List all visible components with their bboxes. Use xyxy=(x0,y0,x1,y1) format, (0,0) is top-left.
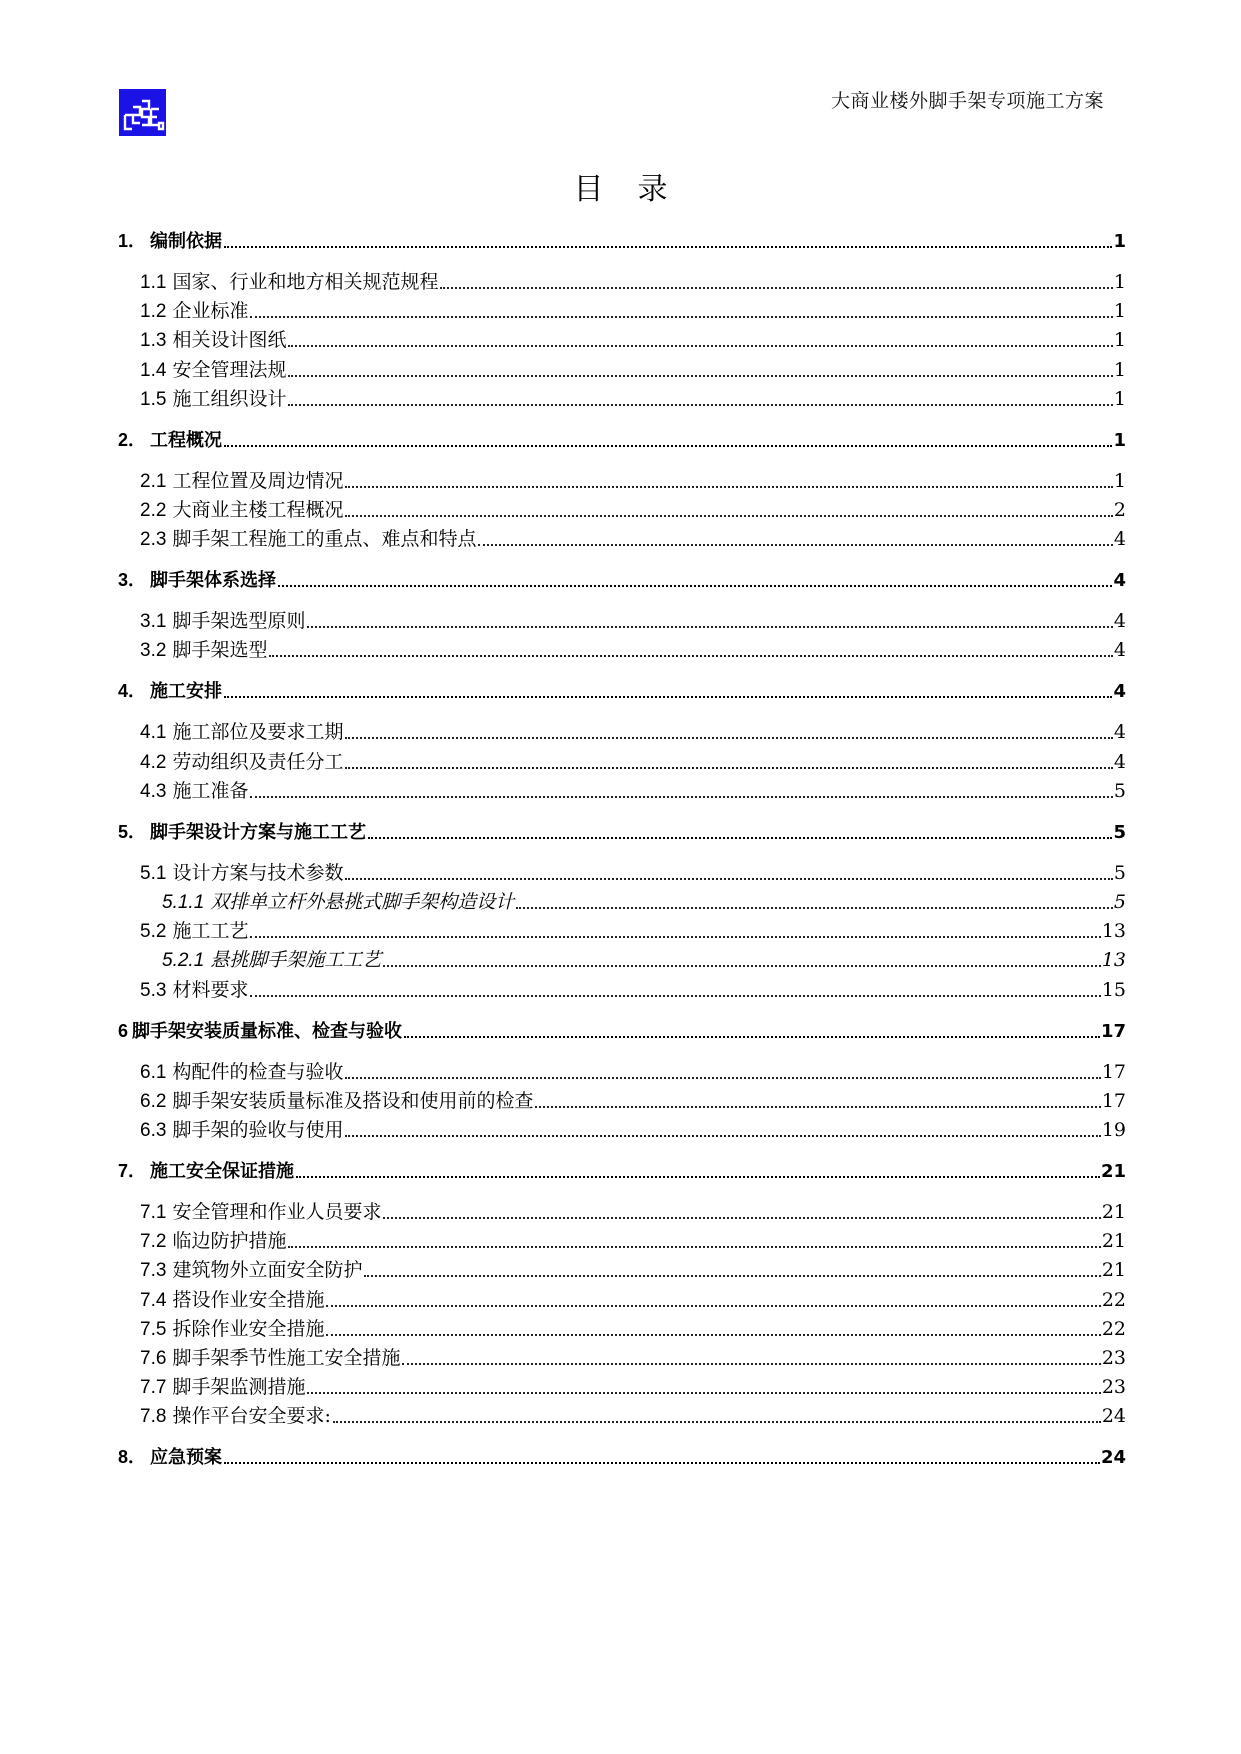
toc-entry-title xyxy=(118,1448,224,1467)
toc-entry-title xyxy=(140,1121,345,1140)
toc-page-number: 4 xyxy=(1113,750,1126,773)
toc-entry-title xyxy=(118,571,278,590)
toc-entry-number: 7． xyxy=(118,1161,147,1181)
toc-entry-label: 脚手架安装质量标准、检查与验收 xyxy=(132,1020,403,1042)
toc-entry-number: 7.1 xyxy=(140,1202,167,1223)
toc-leader-dots xyxy=(333,1407,1101,1426)
toc-entry-label: 施工准备 xyxy=(166,779,249,802)
toc-leader-dots xyxy=(250,782,1112,801)
toc-entry[interactable] xyxy=(118,750,1126,773)
toc-entry-title xyxy=(140,922,250,941)
toc-entry-label: 应急预案 xyxy=(150,1447,223,1469)
toc-entry-number: 1.2 xyxy=(140,301,167,323)
toc-entry-number: 2.3 xyxy=(140,529,167,551)
toc-entry-number: 7.3 xyxy=(140,1260,167,1282)
toc-entry[interactable] xyxy=(118,1317,1126,1340)
toc-entry-label: 脚手架的验收与使用 xyxy=(166,1119,344,1141)
toc-page-number: 24 xyxy=(1101,1405,1126,1428)
toc-leader-dots xyxy=(345,472,1112,491)
toc-entry-title xyxy=(140,358,288,381)
toc-entry-title xyxy=(162,951,383,970)
toc-entry[interactable] xyxy=(118,1448,1126,1467)
toc-entry[interactable] xyxy=(118,861,1126,884)
toc-entry[interactable] xyxy=(118,232,1126,251)
toc-page-number: 4 xyxy=(1113,610,1126,633)
toc-entry-title xyxy=(140,387,288,410)
toc-leader-dots xyxy=(288,331,1112,350)
toc-entry-label: 脚手架监测措施 xyxy=(166,1376,306,1399)
toc-entry-title xyxy=(140,750,345,773)
toc-entry-label: 施工安全保证措施 xyxy=(150,1161,295,1182)
toc-entry-title xyxy=(140,273,440,292)
toc-entry-title xyxy=(140,1349,402,1368)
toc-page-number: 4 xyxy=(1113,721,1126,744)
toc-leader-dots xyxy=(478,530,1112,549)
toc-page-number: 4 xyxy=(1113,528,1126,551)
toc-leader-dots xyxy=(224,431,1112,450)
toc-entry-title xyxy=(140,530,478,549)
toc-entry[interactable] xyxy=(118,922,1126,941)
toc-entry-label: 相关设计图纸 xyxy=(166,329,287,352)
toc-entry-title xyxy=(140,1060,345,1083)
toc-entry-label: 安全管理法规 xyxy=(166,358,287,381)
toc-entry[interactable] xyxy=(118,1089,1126,1112)
toc-leader-dots xyxy=(345,723,1112,742)
cscec-logo-icon xyxy=(119,89,166,136)
toc-leader-dots xyxy=(326,1291,1100,1310)
toc-leader-dots xyxy=(224,232,1112,251)
toc-entry-number: 7.8 xyxy=(140,1406,167,1428)
document-header-title: 大商业楼外脚手架专项施工方案 xyxy=(830,90,1104,112)
toc-leader-dots xyxy=(516,893,1113,912)
toc-entry-label: 操作平台安全要求: xyxy=(166,1405,331,1428)
toc-entry-label: 编制依据 xyxy=(150,231,223,252)
toc-page-number: 1 xyxy=(1113,429,1126,451)
toc-page-number: 1 xyxy=(1113,387,1126,410)
toc-entry-label: 脚手架工程施工的重点、难点和特点 xyxy=(166,528,477,551)
toc-page-number: 1 xyxy=(1113,231,1126,252)
toc-page-number: 1 xyxy=(1113,469,1126,492)
toc-entry-label: 建筑物外立面安全防护 xyxy=(166,1259,363,1282)
toc-entry[interactable] xyxy=(118,1261,1126,1280)
toc-page-number: 5 xyxy=(1113,891,1126,913)
toc-entry-label: 国家、行业和地方相关规范规程 xyxy=(166,271,439,293)
toc-entry-title xyxy=(140,1288,326,1311)
toc-entry[interactable] xyxy=(118,951,1126,970)
toc-leader-dots xyxy=(440,273,1112,292)
toc-entry-label: 工程概况 xyxy=(150,429,223,451)
toc-entry[interactable] xyxy=(118,1232,1126,1251)
toc-page-number: 2 xyxy=(1113,499,1126,521)
toc-entry-title xyxy=(140,331,288,350)
toc-leader-dots xyxy=(250,302,1112,321)
toc-entry-number: 6 xyxy=(118,1020,129,1041)
toc-entry-title xyxy=(118,823,368,842)
toc-entry-label: 临边防护措施 xyxy=(166,1230,287,1253)
toc-page-number: 13 xyxy=(1101,949,1126,972)
toc-entry-number: 4.1 xyxy=(140,722,167,744)
toc-page-number: 1 xyxy=(1113,300,1126,323)
toc-entry-number: 1.3 xyxy=(140,330,167,352)
toc-entry-number: 1.4 xyxy=(140,359,167,381)
toc-entry[interactable] xyxy=(118,641,1126,660)
toc-entry-label: 构配件的检查与验收 xyxy=(166,1060,344,1083)
toc-entry-title xyxy=(140,779,250,802)
toc-entry[interactable] xyxy=(118,302,1126,321)
toc-entry-number: 6.1 xyxy=(140,1061,167,1083)
toc-entry-label: 施工安排 xyxy=(150,681,223,703)
toc-entry[interactable] xyxy=(118,358,1126,381)
toc-entry[interactable] xyxy=(118,1060,1126,1083)
toc-entry[interactable] xyxy=(118,1349,1126,1368)
toc-page-number: 21 xyxy=(1100,1161,1126,1182)
toc-entry-title xyxy=(140,1261,364,1280)
toc-leader-dots xyxy=(383,1203,1100,1222)
toc-page-number: 17 xyxy=(1101,1060,1126,1083)
toc-entry-number: 4.3 xyxy=(140,780,167,802)
toc-leader-dots xyxy=(345,864,1112,883)
toc-entry[interactable] xyxy=(118,612,1126,631)
toc-entry[interactable] xyxy=(118,331,1126,350)
toc-entry[interactable] xyxy=(118,823,1126,842)
toc-page-number: 5 xyxy=(1113,861,1126,884)
toc-entry-label: 脚手架季节性施工安全措施 xyxy=(166,1347,401,1369)
toc-entry[interactable] xyxy=(118,1203,1126,1222)
toc-entry-label: 拆除作业安全措施 xyxy=(166,1317,325,1340)
toc-entry-label: 材料要求 xyxy=(166,978,249,1001)
toc-leader-dots xyxy=(345,753,1112,772)
toc-leader-dots xyxy=(364,1261,1100,1280)
toc-entry[interactable] xyxy=(118,978,1126,1001)
toc-entry-number: 7.2 xyxy=(140,1231,167,1253)
toc-entry[interactable] xyxy=(118,387,1126,410)
toc-entry-title xyxy=(140,861,345,884)
toc-leader-dots xyxy=(307,1378,1100,1397)
toc-entry-label: 施工工艺 xyxy=(166,920,249,943)
toc-entry-label: 安全管理和作业人员要求 xyxy=(166,1201,382,1223)
toc-entry-number: 1.1 xyxy=(140,272,167,293)
toc-entry-label: 企业标准 xyxy=(166,300,249,323)
toc-page-number: 4 xyxy=(1113,639,1126,662)
toc-entry-title xyxy=(118,1162,296,1181)
toc-entry-title xyxy=(140,501,345,520)
toc-page-number: 17 xyxy=(1100,1020,1126,1042)
toc-page-number: 21 xyxy=(1101,1230,1126,1253)
toc-entry-title xyxy=(140,723,345,742)
toc-entry[interactable] xyxy=(118,530,1126,549)
toc-entry[interactable] xyxy=(118,1162,1126,1181)
toc-entry-number: 7.7 xyxy=(140,1377,167,1399)
toc-entry-title xyxy=(140,978,250,1001)
toc-entry-number: 6.2 xyxy=(140,1090,167,1112)
toc-entry[interactable] xyxy=(118,469,1126,492)
toc-page-number: 13 xyxy=(1101,920,1126,943)
toc-entry-number: 4.2 xyxy=(140,751,167,773)
toc-entry-label: 施工部位及要求工期 xyxy=(166,721,344,744)
toc-entry[interactable] xyxy=(118,571,1126,590)
toc-leader-dots xyxy=(288,1232,1100,1251)
toc-entry-label: 脚手架选型原则 xyxy=(166,610,306,633)
toc-entry-number: 7.4 xyxy=(140,1289,167,1311)
toc-entry-label: 脚手架安装质量标准及搭设和使用前的检查 xyxy=(166,1089,534,1112)
toc-entry-number: 3.1 xyxy=(140,611,167,633)
toc-entry-number: 1． xyxy=(118,231,147,251)
toc-entry-title xyxy=(140,641,269,660)
toc-leader-dots xyxy=(535,1092,1100,1111)
toc-entry-label: 双排单立杆外悬挑式脚手架构造设计 xyxy=(204,891,515,913)
toc-entry-number: 3． xyxy=(118,570,147,591)
toc-entry-title xyxy=(140,1203,383,1222)
toc-entry-title xyxy=(162,893,516,912)
toc-page-number: 24 xyxy=(1100,1447,1126,1469)
toc-entry-number: 5． xyxy=(118,821,147,842)
toc-entry-title xyxy=(118,232,224,251)
toc-entry-label: 大商业主楼工程概况 xyxy=(166,499,344,521)
toc-leader-dots xyxy=(224,682,1112,701)
toc-entry-title xyxy=(140,1378,307,1397)
toc-page-number: 5 xyxy=(1113,821,1126,843)
toc-entry[interactable] xyxy=(118,779,1126,802)
toc-entry-label: 悬挑脚手架施工工艺 xyxy=(204,949,382,972)
toc-entry[interactable] xyxy=(118,1022,1126,1041)
toc-page-number: 23 xyxy=(1101,1376,1126,1399)
toc-leader-dots xyxy=(368,823,1112,842)
toc-entry[interactable] xyxy=(118,1121,1126,1140)
toc-entry-label: 设计方案与技术参数 xyxy=(166,861,344,884)
toc-entry-title xyxy=(140,1407,333,1426)
toc-leader-dots xyxy=(250,981,1100,1000)
toc-leader-dots xyxy=(402,1349,1100,1368)
toc-entry-number: 2.2 xyxy=(140,500,167,521)
toc-entry-number: 1.5 xyxy=(140,388,167,410)
toc-entry-title xyxy=(118,682,224,701)
toc-entry-number: 2.1 xyxy=(140,470,167,492)
toc-entry-title xyxy=(140,1317,326,1340)
toc-entry-number: 2． xyxy=(118,429,147,450)
toc-leader-dots xyxy=(345,501,1112,520)
toc-entry-number: 6.3 xyxy=(140,1120,167,1141)
toc-leader-dots xyxy=(269,641,1112,660)
toc-entry-number: 8． xyxy=(118,1447,147,1468)
toc-entry-title xyxy=(140,469,345,492)
toc-entry-number: 5.3 xyxy=(140,979,167,1001)
toc-leader-dots xyxy=(296,1162,1100,1181)
toc-entry-number: 7.6 xyxy=(140,1348,167,1369)
toc-entry[interactable] xyxy=(118,682,1126,701)
toc-page-number: 17 xyxy=(1101,1089,1126,1112)
toc-entry[interactable] xyxy=(118,893,1126,912)
toc-entry-label: 施工组织设计 xyxy=(166,387,287,410)
toc-page-number: 23 xyxy=(1101,1347,1126,1369)
toc-entry[interactable] xyxy=(118,1288,1126,1311)
toc-entry-label: 搭设作业安全措施 xyxy=(166,1288,325,1311)
toc-entry-label: 脚手架体系选择 xyxy=(150,570,277,592)
toc-leader-dots xyxy=(404,1022,1100,1041)
toc-page-number: 4 xyxy=(1113,681,1126,703)
toc-leader-dots xyxy=(345,1121,1100,1140)
toc-entry-label: 脚手架选型 xyxy=(166,639,268,662)
toc-leader-dots xyxy=(307,612,1112,631)
toc-entry[interactable] xyxy=(118,1407,1126,1426)
toc-page-number: 22 xyxy=(1101,1288,1126,1311)
toc-entry[interactable] xyxy=(118,273,1126,292)
toc-leader-dots xyxy=(250,922,1100,941)
toc-entry-number: 4． xyxy=(118,681,147,702)
toc-page-number: 22 xyxy=(1101,1317,1126,1340)
toc-entry[interactable] xyxy=(118,501,1126,520)
toc-page-number: 1 xyxy=(1113,358,1126,381)
page-title: 目录 xyxy=(573,172,702,207)
toc-entry-number: 5.2.1 xyxy=(162,950,205,972)
toc-leader-dots xyxy=(288,361,1112,380)
toc-entry[interactable] xyxy=(118,723,1126,742)
toc-entry-number: 5.1.1 xyxy=(162,892,205,913)
toc-page-number: 19 xyxy=(1101,1119,1126,1141)
toc-leader-dots xyxy=(288,390,1112,409)
toc-entry-title xyxy=(140,302,250,321)
toc-page-number: 5 xyxy=(1113,779,1126,802)
toc-leader-dots xyxy=(383,951,1101,970)
toc-entry-number: 5.1 xyxy=(140,862,167,884)
toc-page-number: 21 xyxy=(1101,1259,1126,1282)
toc-entry-number: 5.2 xyxy=(140,921,167,943)
toc-entry-title xyxy=(140,1089,535,1112)
toc-entry-title xyxy=(140,612,307,631)
toc-entry-label: 工程位置及周边情况 xyxy=(166,469,344,492)
toc-entry-number: 7.5 xyxy=(140,1318,167,1340)
toc-entry[interactable] xyxy=(118,1378,1126,1397)
toc-entry-title xyxy=(118,431,224,450)
toc-page-number: 4 xyxy=(1113,570,1126,592)
toc-page-number: 21 xyxy=(1101,1201,1126,1223)
toc-page-number: 1 xyxy=(1113,329,1126,352)
toc-entry-label: 劳动组织及责任分工 xyxy=(166,750,344,773)
toc-leader-dots xyxy=(224,1448,1100,1467)
toc-entry-label: 脚手架设计方案与施工工艺 xyxy=(150,821,367,843)
toc-entry-title xyxy=(118,1022,404,1041)
toc-leader-dots xyxy=(278,571,1112,590)
toc-entry-title xyxy=(140,1232,288,1251)
toc-leader-dots xyxy=(345,1063,1100,1082)
toc-entry-number: 3.2 xyxy=(140,640,167,662)
toc-entry[interactable] xyxy=(118,431,1126,450)
toc-page-number: 15 xyxy=(1101,978,1126,1001)
toc-leader-dots xyxy=(326,1320,1100,1339)
company-logo xyxy=(119,89,166,136)
toc-page-number: 1 xyxy=(1113,271,1126,293)
